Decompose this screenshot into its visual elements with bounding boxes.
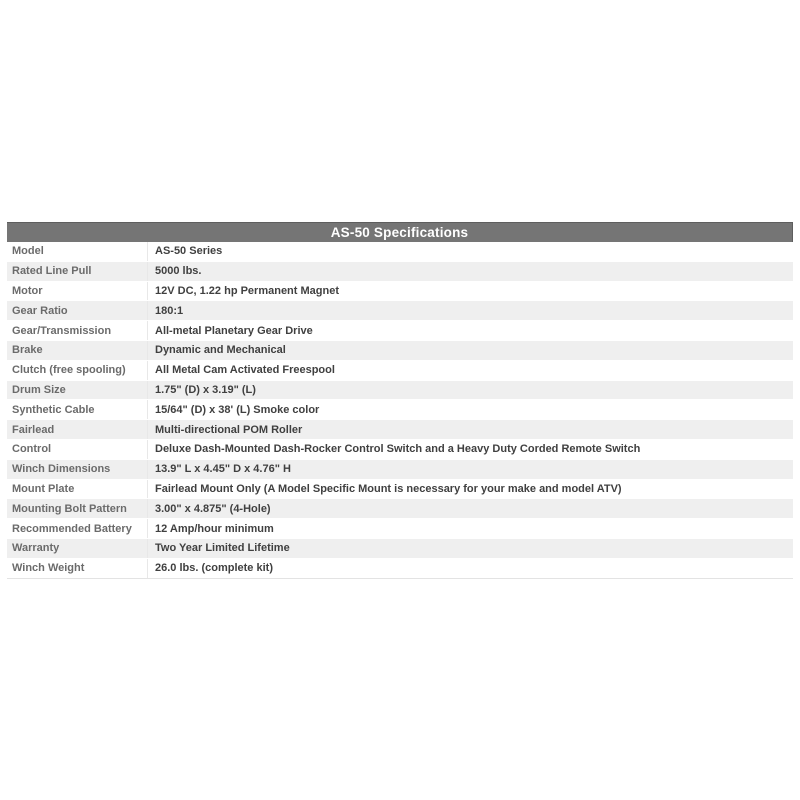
table-row (7, 460, 793, 480)
spec-value: Dynamic and Mechanical (155, 344, 286, 357)
spec-label: Brake (7, 341, 148, 360)
table-row (7, 499, 793, 519)
table-row (7, 539, 793, 559)
spec-value: Fairlead Mount Only (A Model Specific Mount is necessary for your make and model ATV) (155, 482, 622, 495)
table-row (7, 262, 793, 282)
spec-label: Synthetic Cable (7, 400, 148, 419)
spec-label: Clutch (free spooling) (7, 361, 148, 380)
spec-value: 12V DC, 1.22 hp Permanent Magnet (155, 284, 339, 297)
spec-value: 12 Amp/hour minimum (155, 522, 274, 535)
spec-value: 180:1 (155, 304, 184, 317)
spec-label: Recommended Battery (7, 519, 148, 538)
spec-table-body (7, 242, 793, 579)
spec-label: Rated Line Pull (7, 262, 148, 281)
spec-label: Winch Dimensions (7, 460, 148, 479)
table-row (7, 301, 793, 321)
spec-label: Warranty (7, 539, 148, 558)
spec-value: 5000 lbs. (155, 265, 202, 278)
spec-value: 1.75" (D) x 3.19" (L) (155, 383, 256, 396)
spec-value: AS-50 Series (155, 245, 223, 258)
table-row (7, 519, 793, 539)
table-row (7, 341, 793, 361)
spec-label: Fairlead (7, 420, 148, 439)
spec-label: Drum Size (7, 381, 148, 400)
spec-value: Two Year Limited Lifetime (155, 542, 290, 555)
table-row (7, 400, 793, 420)
table-row (7, 440, 793, 460)
table-row (7, 282, 793, 302)
spec-label: Gear Ratio (7, 301, 148, 320)
spec-value: 15/64" (D) x 38' (L) Smoke color (155, 403, 320, 416)
spec-value: All-metal Planetary Gear Drive (155, 324, 313, 337)
spec-label: Control (7, 440, 148, 459)
spec-value: 26.0 lbs. (complete kit) (155, 562, 273, 575)
spec-table-title: AS-50 Specifications (7, 222, 793, 242)
table-row (7, 420, 793, 440)
table-row (7, 559, 793, 579)
spec-value: 13.9" L x 4.45" D x 4.76" H (155, 463, 291, 476)
spec-label: Mounting Bolt Pattern (7, 499, 148, 518)
table-row (7, 242, 793, 262)
spec-label: Model (7, 242, 148, 261)
spec-value: Deluxe Dash-Mounted Dash-Rocker Control Switch and a Heavy Duty Corded Remote Switch (155, 443, 641, 456)
table-row (7, 361, 793, 381)
spec-value: All Metal Cam Activated Freespool (155, 364, 335, 377)
table-row (7, 321, 793, 341)
spec-value: Multi-directional POM Roller (155, 423, 303, 436)
table-row (7, 480, 793, 500)
spec-value: 3.00" x 4.875" (4-Hole) (155, 502, 271, 515)
spec-label: Motor (7, 282, 148, 301)
spec-label: Gear/Transmission (7, 321, 148, 340)
spec-table (7, 222, 793, 579)
spec-label: Winch Weight (7, 559, 148, 578)
table-row (7, 381, 793, 401)
spec-label: Mount Plate (7, 480, 148, 499)
